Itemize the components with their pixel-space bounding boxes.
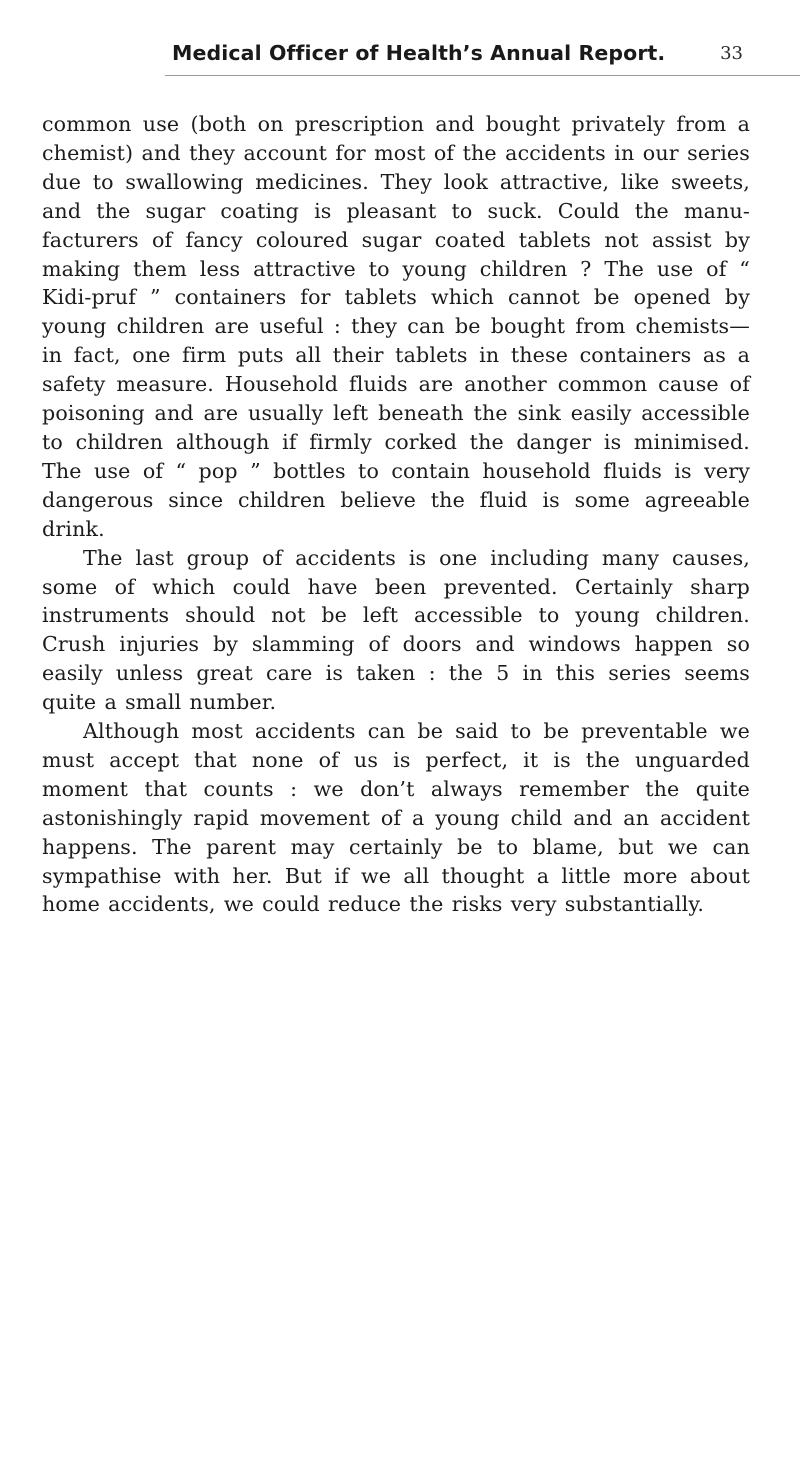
paragraph-last-group: The last group of accidents is one including many causes, some of which could have been prevented. Certainly sharp instruments should not be left accessible to young children. Crush injuries by slamming of doors and windows happen so easily unless great care is taken : the 5 in this series seems quite a small number.	[42, 545, 750, 715]
running-title: Medical Officer of Health’s Annual Report.	[172, 41, 666, 65]
page-number: 33	[720, 43, 743, 64]
body-text	[42, 110, 750, 919]
running-header	[100, 41, 743, 77]
header-rule	[165, 75, 800, 76]
paragraph-conclusion: Although most accidents can be said to be preventable we must accept that none of us is perfect, it is the unguarded moment that counts : we don’t always remember the quite astonishingly rapid movement of a young child and an accident happens. The parent may certainly be to blame, but we can sympathise with her. But if we all thought a little more about home accidents, we could reduce the risks very substantially.	[42, 719, 750, 917]
paragraph-continuation: common use (both on prescription and bought privately from a chemist) and they account for most of the accidents in our series due to swallowing medicines. They look attractive, like sweets, and the sugar coating is pleasant to suck. Could the manu- facturers of fancy coloured sugar coated tablets not assist by making them less attractive to young children ? The use of “ Kidi-pruf ” containers for tablets which cannot be opened by young children are useful : they can be bought from chemists— in fact, one firm puts all their tablets in these containers as a safety measure. Household fluids are another common cause of poisoning and are usually left beneath the sink easily accessible to children although if firmly corked the danger is minimised. The use of “ pop ” bottles to contain household fluids is very dangerous since children believe the fluid is some agreeable drink.	[42, 112, 750, 541]
